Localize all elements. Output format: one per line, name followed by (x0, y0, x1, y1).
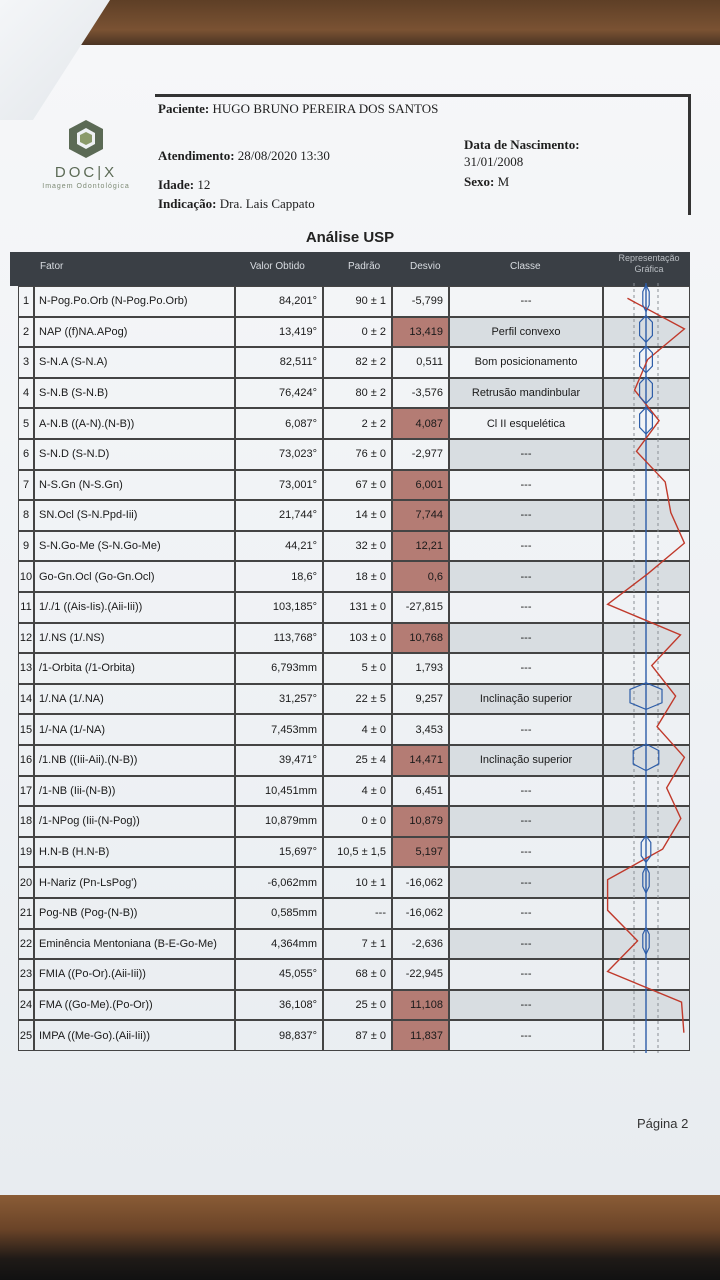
desvio-cell: 4,087 (392, 408, 449, 439)
row-number: 3 (18, 347, 34, 378)
desvio-cell: 10,879 (392, 806, 449, 837)
row-number: 18 (18, 806, 34, 837)
classe-cell: --- (449, 990, 603, 1021)
fator-cell: N-Pog.Po.Orb (N-Pog.Po.Orb) (34, 286, 235, 317)
desvio-cell: -27,815 (392, 592, 449, 623)
classe-cell: --- (449, 867, 603, 898)
classe-cell: Retrusão mandinbular (449, 378, 603, 409)
padrao-cell: 4 ± 0 (323, 714, 392, 745)
padrao-cell: 80 ± 2 (323, 378, 392, 409)
fator-cell: S-N.A (S-N.A) (34, 347, 235, 378)
padrao-cell: 82 ± 2 (323, 347, 392, 378)
fator-cell: H-Nariz (Pn-LsPog') (34, 867, 235, 898)
table-row (18, 561, 690, 592)
classe-cell: Cl II esquelética (449, 408, 603, 439)
indicacao-field: Indicação: Dra. Lais Cappato (158, 196, 315, 211)
valor-cell: 18,6° (235, 561, 323, 592)
classe-cell: Perfil convexo (449, 317, 603, 348)
row-number: 7 (18, 470, 34, 501)
table-row (18, 378, 690, 409)
padrao-cell: 10 ± 1 (323, 867, 392, 898)
col-classe: Classe (510, 261, 541, 272)
fator-cell: N-S.Gn (N-S.Gn) (34, 470, 235, 501)
table-row (18, 929, 690, 960)
padrao-cell: 7 ± 1 (323, 929, 392, 960)
table-row (18, 653, 690, 684)
fator-cell: IMPA ((Me-Go).(Aii-Iii)) (34, 1020, 235, 1051)
fator-cell: A-N.B ((A-N).(N-B)) (34, 408, 235, 439)
padrao-cell: 0 ± 0 (323, 806, 392, 837)
col-grafica: Representação Gráfica (618, 253, 680, 274)
valor-cell: 31,257° (235, 684, 323, 715)
classe-cell: --- (449, 286, 603, 317)
valor-cell: 7,453mm (235, 714, 323, 745)
valor-cell: 113,768° (235, 623, 323, 654)
valor-cell: 10,451mm (235, 776, 323, 807)
desvio-cell: 7,744 (392, 500, 449, 531)
row-number: 21 (18, 898, 34, 929)
col-desvio: Desvio (410, 261, 441, 272)
row-number: 14 (18, 684, 34, 715)
valor-cell: 84,201° (235, 286, 323, 317)
padrao-cell: 67 ± 0 (323, 470, 392, 501)
classe-cell: --- (449, 1020, 603, 1051)
table-header (10, 252, 690, 286)
padrao-cell: 68 ± 0 (323, 959, 392, 990)
classe-cell: --- (449, 929, 603, 960)
desvio-cell: -5,799 (392, 286, 449, 317)
classe-cell: --- (449, 439, 603, 470)
table-row (18, 623, 690, 654)
table-row (18, 592, 690, 623)
row-number: 8 (18, 500, 34, 531)
padrao-cell: 22 ± 5 (323, 684, 392, 715)
col-fator: Fator (40, 261, 64, 272)
fator-cell: S-N.B (S-N.B) (34, 378, 235, 409)
fator-cell: S-N.D (S-N.D) (34, 439, 235, 470)
fator-cell: 1/.NS (1/.NS) (34, 623, 235, 654)
fator-cell: FMIA ((Po-Or).(Aii-Iii)) (34, 959, 235, 990)
valor-cell: 103,185° (235, 592, 323, 623)
fator-cell: H.N-B (H.N-B) (34, 837, 235, 868)
table-row (18, 714, 690, 745)
fator-cell: S-N.Go-Me (S-N.Go-Me) (34, 531, 235, 562)
padrao-cell: 25 ± 0 (323, 990, 392, 1021)
row-number: 9 (18, 531, 34, 562)
row-number: 20 (18, 867, 34, 898)
desvio-cell: 11,837 (392, 1020, 449, 1051)
table-row (18, 286, 690, 317)
table-row (18, 867, 690, 898)
classe-cell: --- (449, 592, 603, 623)
fator-cell: Pog-NB (Pog-(N-B)) (34, 898, 235, 929)
padrao-cell: 90 ± 1 (323, 286, 392, 317)
classe-cell: --- (449, 898, 603, 929)
sexo-field: Sexo: M (464, 174, 510, 189)
table-row (18, 684, 690, 715)
valor-cell: 10,879mm (235, 806, 323, 837)
table-row (18, 317, 690, 348)
desvio-cell: 0,511 (392, 347, 449, 378)
classe-cell: Inclinação superior (449, 684, 603, 715)
report-title: Análise USP (305, 229, 395, 246)
row-number: 17 (18, 776, 34, 807)
page-number: Página 2 (637, 1116, 689, 1131)
valor-cell: 36,108° (235, 990, 323, 1021)
desvio-cell: 12,21 (392, 531, 449, 562)
fator-cell: FMA ((Go-Me).(Po-Or)) (34, 990, 235, 1021)
classe-cell: Inclinação superior (449, 745, 603, 776)
valor-cell: 45,055° (235, 959, 323, 990)
padrao-cell: 10,5 ± 1,5 (323, 837, 392, 868)
row-number: 25 (18, 1020, 34, 1051)
table-row (18, 837, 690, 868)
valor-cell: 4,364mm (235, 929, 323, 960)
atendimento-field: Atendimento: 28/08/2020 13:30 (158, 148, 330, 163)
table-surface-bottom (0, 1195, 720, 1280)
row-number: 13 (18, 653, 34, 684)
valor-cell: 76,424° (235, 378, 323, 409)
desvio-cell: -16,062 (392, 898, 449, 929)
classe-cell: --- (449, 561, 603, 592)
padrao-cell: 103 ± 0 (323, 623, 392, 654)
valor-cell: 21,744° (235, 500, 323, 531)
desvio-cell: 3,453 (392, 714, 449, 745)
fator-cell: /1-NPog (Iii-(N-Pog)) (34, 806, 235, 837)
valor-cell: 6,087° (235, 408, 323, 439)
graphic-representation (603, 283, 690, 1053)
idade-field: Idade: 12 (158, 177, 211, 192)
classe-cell: Bom posicionamento (449, 347, 603, 378)
classe-cell: --- (449, 470, 603, 501)
table-row (18, 898, 690, 929)
indicacao-value: Dra. Lais Cappato (219, 196, 315, 211)
desvio-cell: 10,768 (392, 623, 449, 654)
valor-cell: 73,023° (235, 439, 323, 470)
desvio-cell: 6,451 (392, 776, 449, 807)
padrao-cell: 5 ± 0 (323, 653, 392, 684)
fator-cell: /1-Orbita (/1-Orbita) (34, 653, 235, 684)
fator-cell: NAP ((f)NA.APog) (34, 317, 235, 348)
padrao-cell: 87 ± 0 (323, 1020, 392, 1051)
table-row (18, 500, 690, 531)
cube-logo-icon (66, 118, 106, 160)
padrao-cell: 76 ± 0 (323, 439, 392, 470)
desvio-cell: -16,062 (392, 867, 449, 898)
table-row (18, 408, 690, 439)
desvio-cell: -22,945 (392, 959, 449, 990)
valor-cell: 44,21° (235, 531, 323, 562)
valor-cell: 0,585mm (235, 898, 323, 929)
row-number: 10 (18, 561, 34, 592)
fator-cell: /1.NB ((Iii-Aii).(N-B)) (34, 745, 235, 776)
docx-logo (26, 118, 146, 190)
logo-subtitle: Imagem Odontológica (42, 183, 130, 190)
desvio-cell: 14,471 (392, 745, 449, 776)
row-number: 11 (18, 592, 34, 623)
classe-cell: --- (449, 500, 603, 531)
desvio-cell: 0,6 (392, 561, 449, 592)
desvio-cell: -2,977 (392, 439, 449, 470)
padrao-cell: 25 ± 4 (323, 745, 392, 776)
classe-cell: --- (449, 806, 603, 837)
padrao-cell: 14 ± 0 (323, 500, 392, 531)
row-number: 15 (18, 714, 34, 745)
fator-cell: 1/-NA (1/-NA) (34, 714, 235, 745)
padrao-cell: 2 ± 2 (323, 408, 392, 439)
padrao-cell: --- (323, 898, 392, 929)
classe-cell: --- (449, 623, 603, 654)
valor-cell: 13,419° (235, 317, 323, 348)
table-row (18, 806, 690, 837)
table-row (18, 776, 690, 807)
row-number: 2 (18, 317, 34, 348)
nascimento-value: 31/01/2008 (464, 154, 524, 169)
col-valor: Valor Obtido (250, 261, 305, 272)
row-number: 4 (18, 378, 34, 409)
valor-cell: 73,001° (235, 470, 323, 501)
valor-cell: 6,793mm (235, 653, 323, 684)
classe-cell: --- (449, 959, 603, 990)
fator-cell: Go-Gn.Ocl (Go-Gn.Ocl) (34, 561, 235, 592)
classe-cell: --- (449, 837, 603, 868)
desvio-cell: 9,257 (392, 684, 449, 715)
fator-cell: SN.Ocl (S-N.Ppd-Iii) (34, 500, 235, 531)
fator-cell: 1/./1 ((Ais-Iis).(Aii-Iii)) (34, 592, 235, 623)
table-row (18, 439, 690, 470)
row-number: 23 (18, 959, 34, 990)
fator-cell: 1/.NA (1/.NA) (34, 684, 235, 715)
valor-cell: 82,511° (235, 347, 323, 378)
desvio-cell: -3,576 (392, 378, 449, 409)
table-row (18, 959, 690, 990)
desvio-cell: 11,108 (392, 990, 449, 1021)
nascimento-field: Data de Nascimento: 31/01/2008 (464, 137, 580, 169)
padrao-cell: 32 ± 0 (323, 531, 392, 562)
desvio-cell: 1,793 (392, 653, 449, 684)
row-number: 19 (18, 837, 34, 868)
desvio-cell: 6,001 (392, 470, 449, 501)
padrao-cell: 4 ± 0 (323, 776, 392, 807)
atendimento-value: 28/08/2020 13:30 (237, 148, 330, 163)
classe-cell: --- (449, 653, 603, 684)
classe-cell: --- (449, 531, 603, 562)
row-number: 1 (18, 286, 34, 317)
table-surface-top (0, 0, 720, 50)
table-row (18, 745, 690, 776)
padrao-cell: 0 ± 2 (323, 317, 392, 348)
sexo-value: M (497, 174, 510, 189)
col-padrao: Padrão (348, 261, 381, 272)
row-number: 24 (18, 990, 34, 1021)
fator-cell: Eminência Mentoniana (B-E-Go-Me) (34, 929, 235, 960)
row-number: 6 (18, 439, 34, 470)
desvio-cell: -2,636 (392, 929, 449, 960)
patient-name: HUGO BRUNO PEREIRA DOS SANTOS (212, 101, 439, 116)
table-row (18, 1020, 690, 1051)
idade-value: 12 (197, 177, 211, 192)
row-number: 16 (18, 745, 34, 776)
valor-cell: 15,697° (235, 837, 323, 868)
valor-cell: -6,062mm (235, 867, 323, 898)
table-row (18, 990, 690, 1021)
desvio-cell: 13,419 (392, 317, 449, 348)
table-row (18, 347, 690, 378)
classe-cell: --- (449, 714, 603, 745)
table-row (18, 470, 690, 501)
fator-cell: /1-NB (Iii-(N-B)) (34, 776, 235, 807)
desvio-cell: 5,197 (392, 837, 449, 868)
row-number: 12 (18, 623, 34, 654)
row-number: 5 (18, 408, 34, 439)
classe-cell: --- (449, 776, 603, 807)
valor-cell: 39,471° (235, 745, 323, 776)
logo-name: DOC|X (54, 164, 118, 181)
table-row (18, 531, 690, 562)
padrao-cell: 131 ± 0 (323, 592, 392, 623)
valor-cell: 98,837° (235, 1020, 323, 1051)
patient-field: Paciente: HUGO BRUNO PEREIRA DOS SANTOS (158, 101, 439, 116)
padrao-cell: 18 ± 0 (323, 561, 392, 592)
row-number: 22 (18, 929, 34, 960)
